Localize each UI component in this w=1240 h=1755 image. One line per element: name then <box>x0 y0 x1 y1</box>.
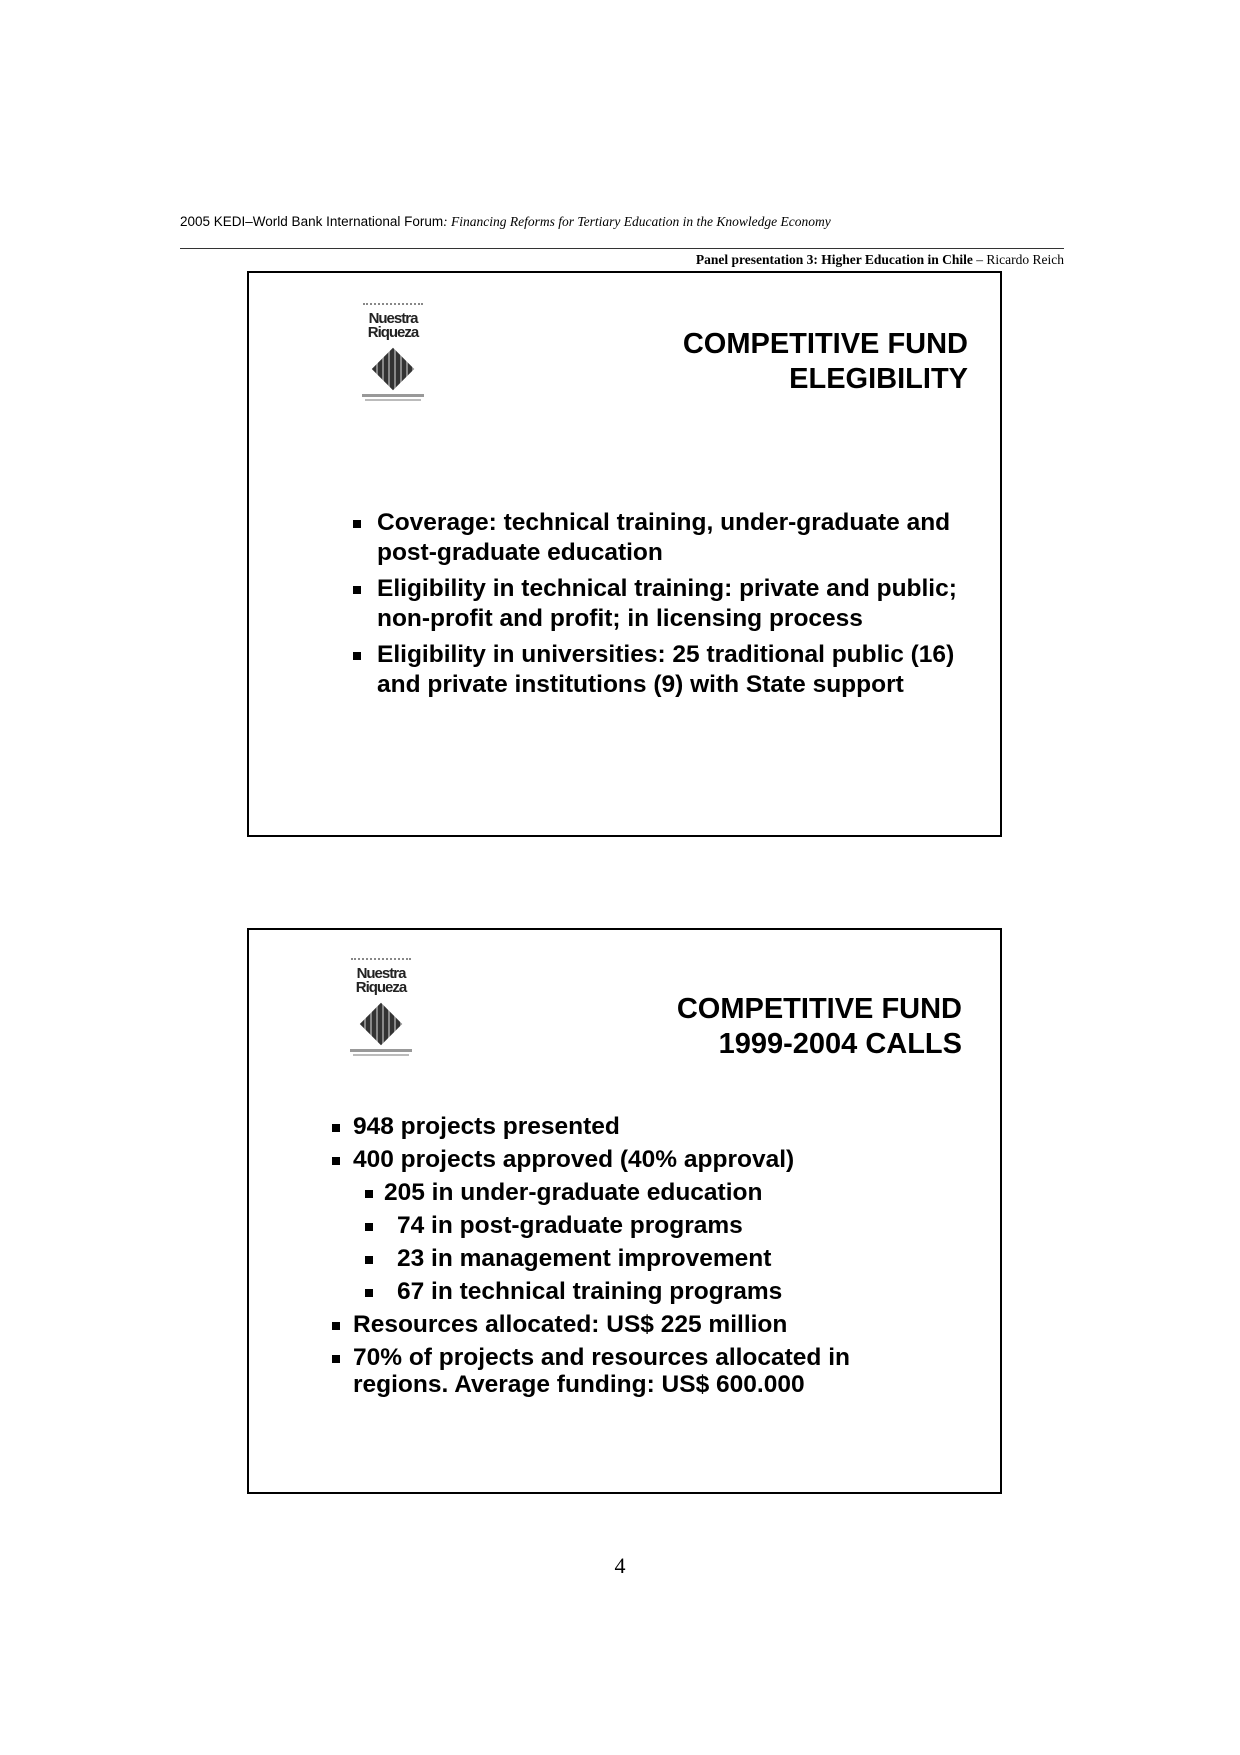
panel-author: – Ricardo Reich <box>972 252 1064 267</box>
slide-2-title: COMPETITIVE FUND 1999-2004 CALLS <box>676 993 962 1060</box>
list-item: Resources allocated: US$ 225 million <box>353 1311 788 1338</box>
list-item: Eligibility in universities: 25 traditional public (16) and private institutions (9) with State support <box>377 641 955 698</box>
list-item: Eligibility in technical training: private and public; non-profit and profit; in licensing process <box>377 575 957 632</box>
list-item: 948 projects presented <box>353 1113 620 1140</box>
nuestra-riqueza-logo: Nuestra Riqueza <box>345 958 417 1056</box>
sub-list-item: 74 in post-graduate programs <box>397 1212 743 1239</box>
header-rule <box>180 248 1064 249</box>
sub-list-item: 23 in management improvement <box>397 1245 772 1272</box>
diamond-emblem-icon <box>360 1003 402 1045</box>
bullet-icon <box>332 1157 340 1165</box>
list-item: Coverage: technical training, under-graduate and post-graduate education <box>377 509 951 566</box>
diamond-emblem-icon <box>372 348 414 390</box>
bullet-icon <box>353 652 361 660</box>
panel-header <box>696 252 1064 268</box>
bullet-icon <box>365 1190 373 1198</box>
slide-1 <box>247 271 1002 837</box>
slide-2 <box>247 928 1002 1494</box>
sub-list-item: 205 in under-graduate education <box>384 1179 763 1206</box>
bullet-icon <box>353 520 361 528</box>
running-header <box>180 214 831 230</box>
list-item-continued: regions. Average funding: US$ 600.000 <box>353 1371 805 1398</box>
bullet-icon <box>365 1256 373 1264</box>
page-number: 4 <box>614 1553 626 1578</box>
bullet-icon <box>332 1322 340 1330</box>
bullet-icon <box>365 1223 373 1231</box>
bullet-icon <box>332 1124 340 1132</box>
bullet-icon <box>332 1355 340 1363</box>
list-item: 400 projects approved (40% approval) <box>353 1146 795 1173</box>
panel-title: Panel presentation 3: Higher Education in Chile <box>695 252 973 267</box>
bullet-icon <box>353 586 361 594</box>
forum-name: 2005 KEDI–World Bank International Forum <box>180 214 444 229</box>
forum-subtitle: : Financing Reforms for Tertiary Education in the Knowledge Economy <box>443 214 831 229</box>
list-item: 70% of projects and resources allocated in <box>353 1344 850 1371</box>
sub-list-item: 67 in technical training programs <box>397 1278 783 1305</box>
bullet-icon <box>365 1289 373 1297</box>
nuestra-riqueza-logo: Nuestra Riqueza <box>357 303 429 401</box>
slide-1-title: COMPETITIVE FUND ELEGIBILITY <box>682 328 968 395</box>
